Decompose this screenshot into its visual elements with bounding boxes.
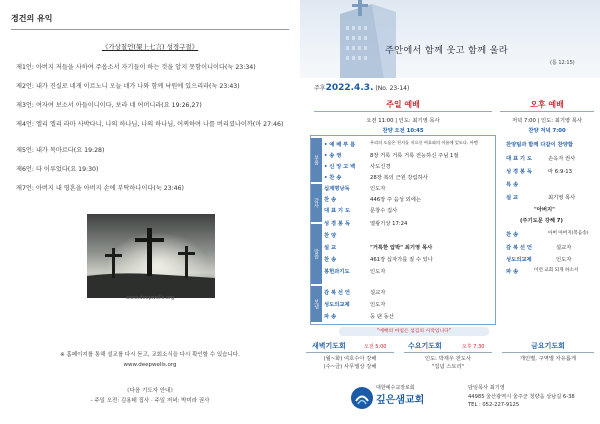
dawn-prayer-line: (월~화) 여호수아 강해 [323,356,377,362]
order-item-value: 인도자 [556,257,572,263]
order-item-value: 문창수 집사 [370,208,398,214]
order-item-label: 파 송 [506,269,519,275]
seven-words-list [16,64,296,204]
order-item-label: 대 표 기 도 [506,156,532,162]
denomination: 대한예수교장로회 [376,385,415,391]
order-item-value: 우리의 도움은 천지를 지으신 여호와의 이름에 있도다. 아멘 [370,140,478,145]
order-item-label: 성 경 봉 독 [324,221,350,227]
order-item-value: 사도신경 [370,164,391,170]
date: 2022.4.3. [325,83,374,93]
next-prayer-notice [0,386,300,406]
section-label: 부름 [311,138,322,182]
fri-prayer-line: 개인별, 구역별 자유롭게 [519,356,577,362]
church-name: 깊은샘교회 [376,395,425,406]
dawn-prayer-box [306,352,394,378]
order-item-label: 감 복 선 언 [506,245,532,251]
church-info [350,384,595,422]
evening-service-title: 오후 예배 [500,98,594,112]
morning-service-title: 주일 예배 [314,98,492,112]
order-item-label: 설 교 [324,245,337,251]
order-item-label: • 신 앙 고 백 [324,164,356,170]
dateline [314,83,409,93]
order-item-value: 아버 아버지(복음송) [548,231,589,236]
order-item-value: 설교자 [370,290,386,296]
list-item: 제3언: 여자여 보소서 아들이니이다, 보라 네 어머니라(요 19:26,27) [16,102,202,109]
senior-pastor: 담임목사 최기영 [468,385,505,391]
evening-sermon-series: (주기도문 강해 7) [520,218,563,224]
order-item-value: 28장 복의 근원 강림하사 [370,175,428,181]
section-label: 말씀 [311,224,322,284]
list-item: 제4언: 엘리 엘리 라마 사박다니, 나의 하나님, 나의 하나님, 어찌하여 나를 버리셨나이까(마 27:46) [16,121,284,128]
order-item-label: 봉헌과기도 [324,269,350,275]
order-item-value: 설교자 [556,245,572,251]
list-item: 제6언: 다 이루었다(요 19:30) [16,166,99,173]
evening-choir: 찬양 저녁 7:00 [528,128,566,134]
list-item: 제1언: 아버지 저들을 사하여 주옵소서 자기들이 하는 것을 알지 못함이니이다(눅 23:34) [16,64,256,71]
order-item-label: 설 교 [506,195,519,201]
order-item-value: 마 6:9-13 [548,169,572,175]
divider [11,29,289,30]
order-item-value: 이런 교회 되게 하소서 [534,268,579,273]
evening-sermon-title: "아버지" [534,207,555,213]
worship-motto: "예배의 마침은 섬김의 시작입니다" [339,327,489,336]
order-item-label: 십계명낭독 [324,186,350,192]
order-item-label: 찬 송 [324,257,337,263]
order-item-label: 찬 송 [324,197,337,203]
order-item-label: 찬 송 [506,232,519,238]
slogan: 주안에서 함께 웃고 함께 울라 [385,45,508,56]
website-notice [0,350,300,370]
church-address: 44985 울산광역시 울주군 청량읍 상남길 6-38 [468,394,575,400]
order-item-label: 성 경 봉 독 [506,169,532,175]
fri-prayer-box [502,352,594,378]
wed-prayer-time: 오후 7:30 [462,344,485,350]
order-item-label: 특 송 [506,182,519,188]
section-label: 보냄 [311,286,322,322]
wed-prayer-line: "집념 스토리" [431,364,465,370]
order-item-value: 둥 댄 동산 [370,314,394,320]
dawn-prayer-line: (수~금) 사무엘상 강해 [323,364,377,370]
hero-banner [300,0,600,78]
order-item-value: 손옥자 권사 [548,156,576,162]
next-prayer-line: - 주일 오전: 김용태 집사 · 주일 저녁: 박미라 권사 [90,398,210,404]
issue-number: (No. 23-14) [375,85,410,92]
slogan-reference: (롬 12:15) [550,60,575,66]
church-phone: TEL : 052-227-9125 [468,402,520,408]
right-page [300,0,600,424]
list-item: 제5언: 내가 목마르다(요 19:28) [16,147,105,154]
three-crosses-image [87,214,215,298]
section-title: 경건의 유익 [11,14,53,23]
list-item: 제2언: 내가 진실로 네게 이르노니 오늘 네가 나와 함께 낙원에 있으리라(눅 23:43) [16,83,240,90]
image-caption: www.deepwells.org [125,295,175,301]
website-url[interactable]: www.deepwells.org [123,362,177,368]
dawn-prayer-time: 오전 5:00 [364,344,387,350]
order-item-label: • 찬 송 [324,175,342,181]
evening-praise-line: 찬양팀과 함께 다같이 찬양합 [506,142,573,148]
order-item-value: 446장 주 음성 외에는 [370,197,421,203]
list-item: 제7언: 아버지 내 영혼을 아버지 손에 부탁하나이다(눅 23:46) [16,185,184,192]
order-item-value: 인도자 [370,269,386,275]
order-item-label: 파 송 [324,314,337,320]
crosses-illustration [87,214,215,298]
order-item-value: 열왕기상 17:24 [370,221,408,227]
wed-prayer-title: 수요기도회 [408,342,442,350]
church-logo-icon [350,386,374,410]
order-item-value: 인도자 [370,186,386,192]
morning-time: 오전 11:00 | 인도: 최기영 목사 [366,118,440,124]
church-building-illustration [300,0,600,78]
order-item-label: • 송 영 [324,153,342,159]
order-item-value: 461장 십자가를 질 수 있나 [370,257,433,263]
dawn-prayer-title: 새벽기도회 [312,342,346,350]
order-item-value: 8장 거룩 거룩 거룩 전능하신 주님 1절 [370,153,459,159]
order-item-value: 최기영 목사 [548,195,576,201]
sermon-title: "거룩한 압박" 최기영 목사 [370,245,433,251]
verses-subheading: 《가상칠언(架上七言) 성경구절》 [101,43,199,51]
order-item-label: 찬 양 [324,233,337,239]
order-item-label: 성도의교제 [506,257,532,263]
fri-prayer-title: 금요기도회 [531,342,565,350]
order-item-label: • 예 배 부 름 [324,142,356,148]
evening-time: 저녁 7:00 | 인도: 최기영 목사 [512,118,582,124]
order-item-label: 대 표 기 도 [324,208,350,214]
wed-prayer-line: 인도: 박재우 전도사 [424,356,472,362]
morning-choir: 찬양 오전 10:45 [382,128,424,134]
notice-line: ※ 홈페이지를 통해 설교를 다시 듣고, 교회소식을 다시 확인할 수 있습니다. [60,352,240,358]
wed-prayer-box [404,352,492,378]
next-prayer-title: 《다음 기도자 안내》 [124,388,176,394]
order-item-label: 감 복 선 언 [324,290,350,296]
order-item-value: 인도자 [370,302,386,308]
section-label: 감사 [311,184,322,222]
order-item-label: 성도의교제 [324,302,350,308]
date-prefix: 주후 [314,85,326,92]
